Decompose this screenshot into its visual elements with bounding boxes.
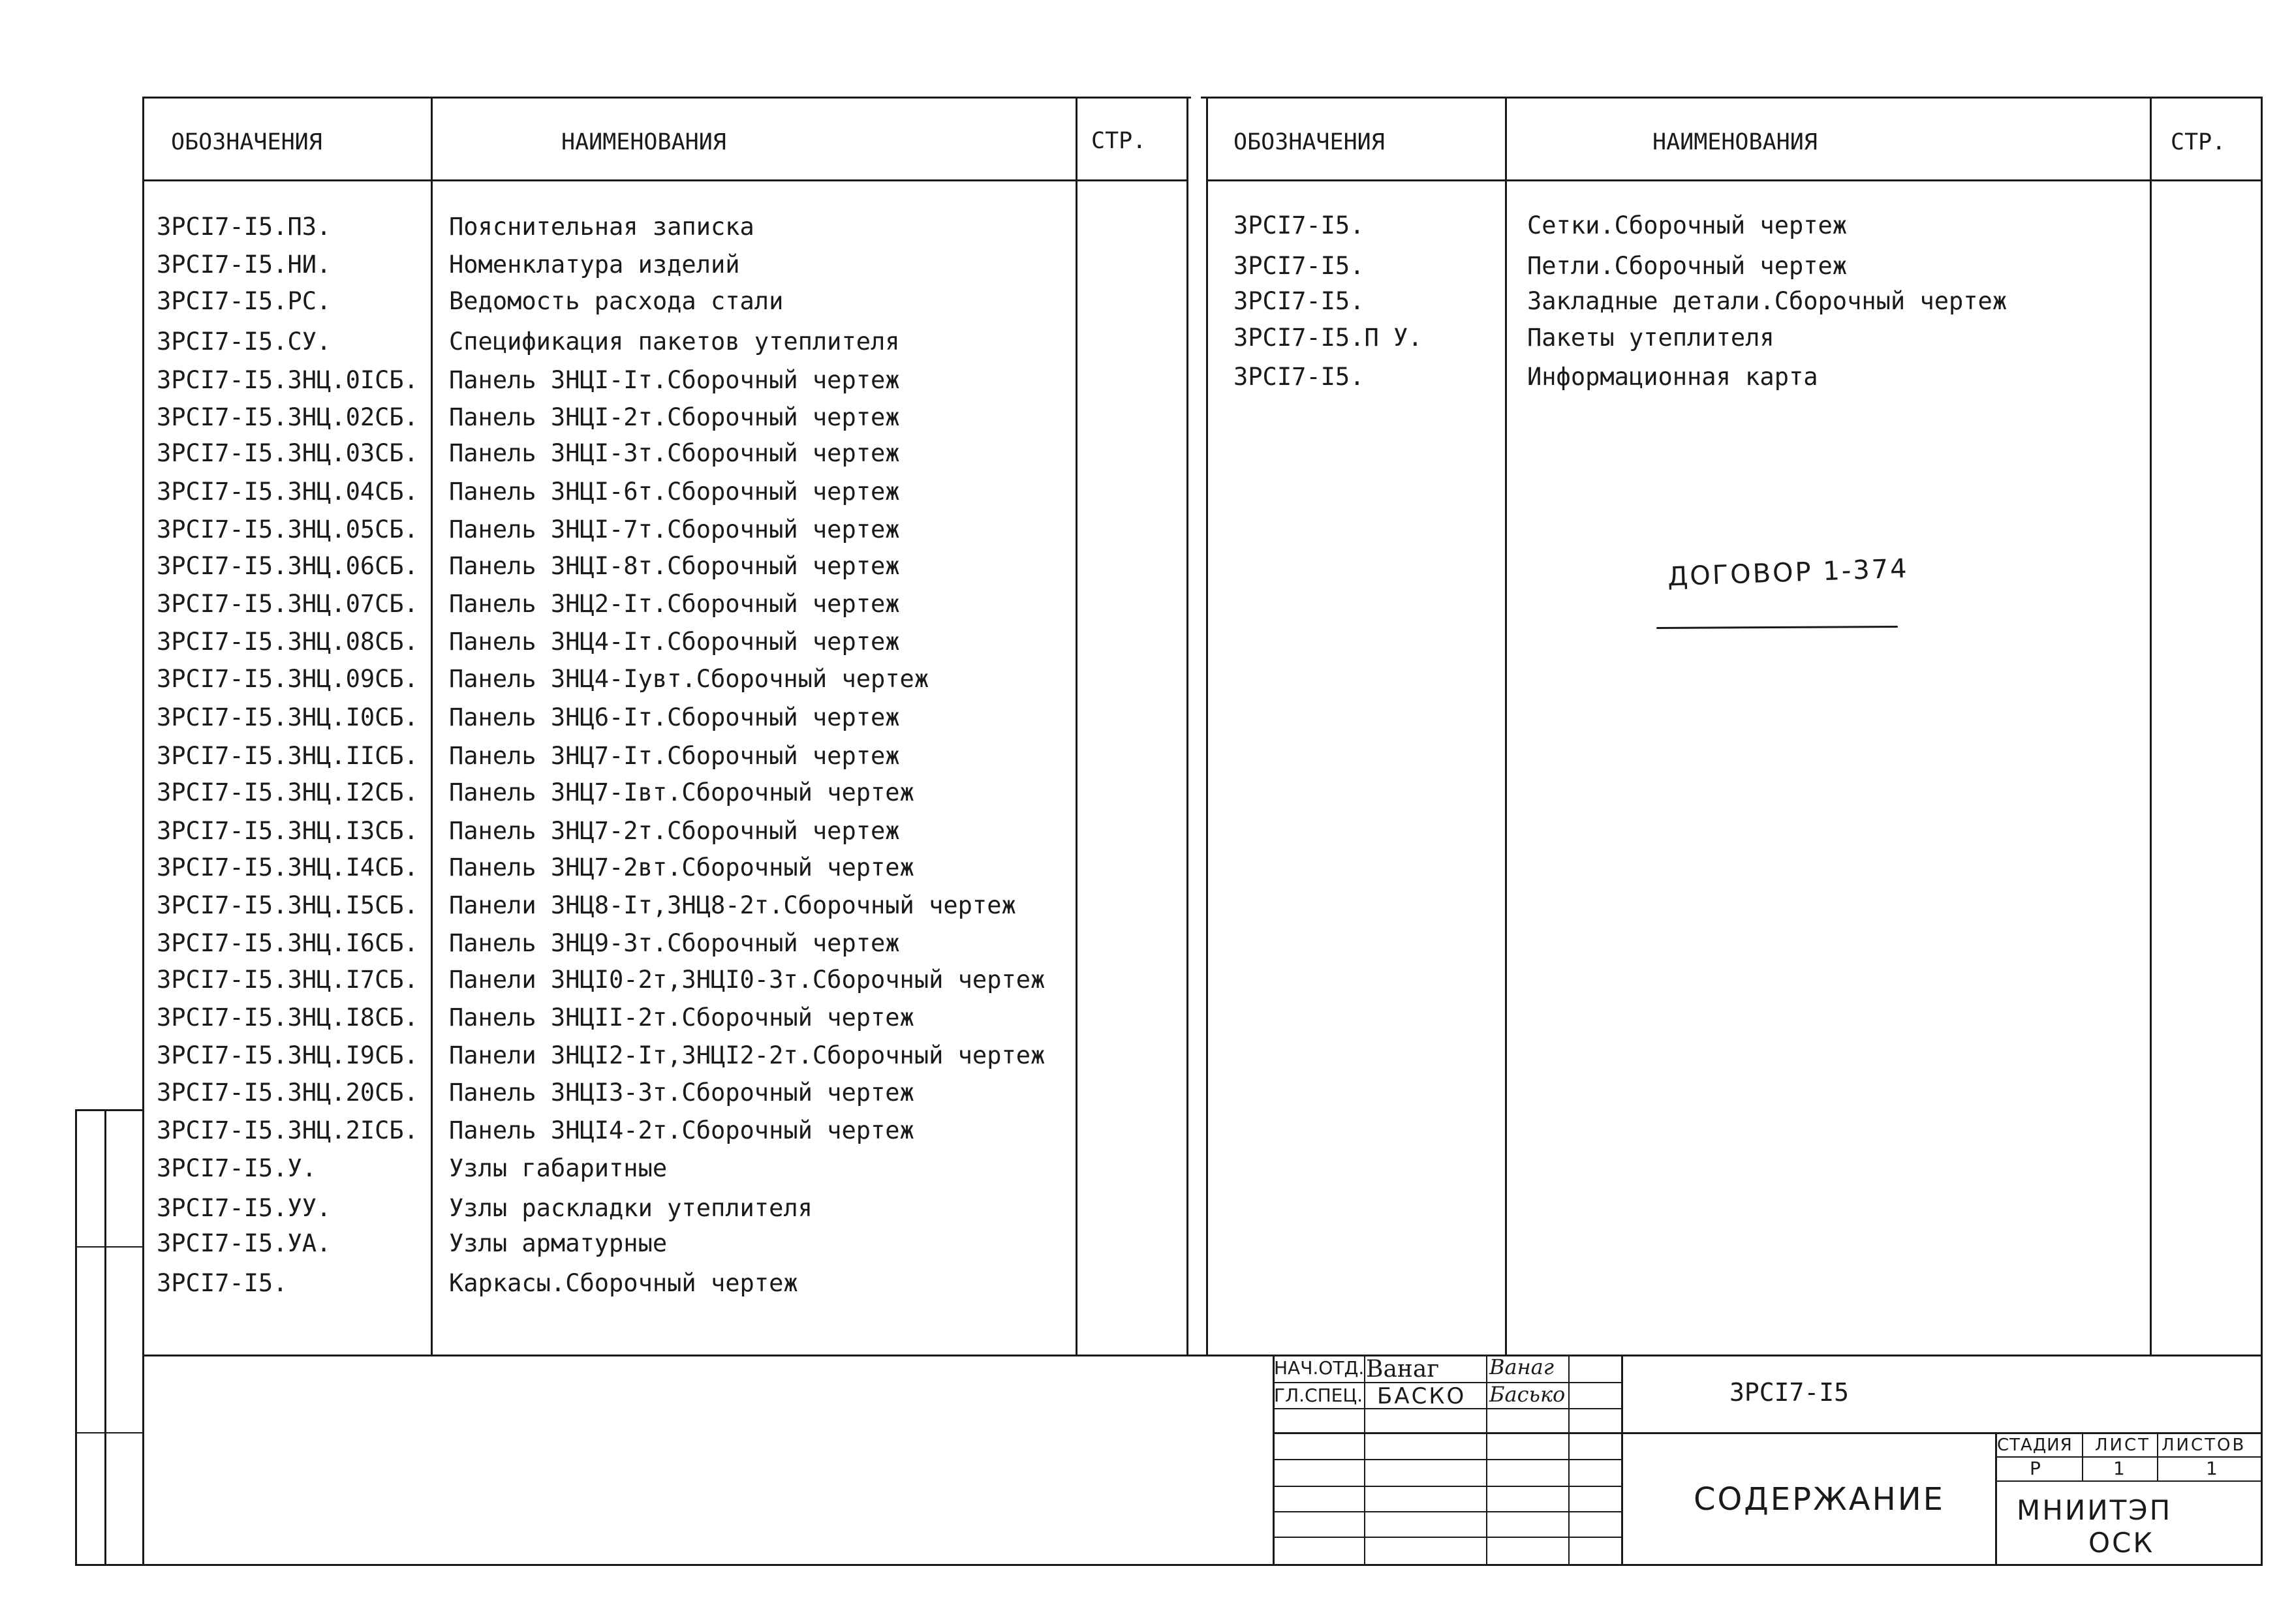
binding-strip-line [75,1246,144,1248]
binding-strip-left [75,1109,77,1566]
sheets-value: 1 [2206,1458,2220,1479]
left-row-name: Панель ЗНЦII-2т.Сборочный чертеж [449,1004,914,1032]
right-row-designation: 3PCI7-I5.П У. [1233,324,1423,352]
right-row-name: Информационная карта [1527,363,1818,391]
left-row-designation: 3PCI7-I5.3НЦ.02СБ. [157,403,418,431]
sheet-value: 1 [2113,1458,2127,1479]
left-row-designation: 3PCI7-I5.3НЦ.06СБ. [157,552,418,580]
left-row-designation: 3PCI7-I5.PC. [157,287,332,315]
left-row-name: Панель ЗНЦ7-Iт.Сборочный чертеж [449,742,900,770]
right-row-designation: 3PCI7-I5. [1233,211,1365,239]
left-row-designation: 3PCI7-I5.УУ. [157,1194,332,1222]
left-row-designation: 3PCI7-I5.3НЦ.IIСБ. [157,742,418,770]
right-row-name: Закладные детали.Сборочный чертеж [1527,287,2007,315]
sheets-label: ЛИСТОВ [2162,1435,2246,1455]
frame-bottom [75,1564,2263,1566]
signer-role: ГЛ.СПЕЦ. [1274,1385,1363,1406]
left-row-name: Каркасы.Сборочный чертеж [449,1269,798,1297]
left-row-designation: 3PCI7-I5.ПЗ. [157,213,332,241]
left-row-name: Панель ЗНЦ9-3т.Сборочный чертеж [449,929,900,957]
left-row-designation: 3PCI7-I5.3НЦ.0IСБ. [157,366,418,394]
left-header-rule [144,179,1188,181]
left-row-designation: 3PCI7-I5.3НЦ.I3СБ. [157,817,418,845]
signature: Ванаг [1489,1355,1554,1379]
stamp-line [1273,1432,2261,1434]
left-row-name: Панели ЗНЦ8-Iт,ЗНЦ8-2т.Сборочный чертеж [449,891,1016,919]
left-row-name: Панель ЗНЦI-2т.Сборочный чертеж [449,403,900,431]
left-row-designation: 3PCI7-I5.3НЦ.08СБ. [157,628,418,656]
right-header-name: НАИМЕНОВАНИЯ [1652,129,1818,155]
stamp-line [1273,1537,1621,1538]
organization-name: МНИИТЭП [2017,1494,2173,1526]
binding-strip-mid [104,1109,106,1566]
left-row-name: Узлы арматурные [449,1229,668,1257]
left-row-name: Узлы раскладки утеплителя [449,1194,813,1222]
left-col-divider-1 [431,97,433,1355]
signature: Басько [1489,1382,1566,1407]
left-row-designation: 3PCI7-I5.3НЦ.I9СБ. [157,1041,418,1069]
organization-subunit: ОСК [2088,1527,2155,1559]
left-row-name: Панель ЗНЦ2-Iт.Сборочный чертеж [449,590,900,618]
stage-label: СТАДИЯ [1997,1435,2073,1455]
right-header-page: СТР. [2171,129,2226,155]
sheet-label: ЛИСТ [2095,1435,2151,1455]
left-row-name: Спецификация пакетов утеплителя [449,328,900,356]
left-row-name: Панель ЗНЦI-8т.Сборочный чертеж [449,552,900,580]
left-header-page: СТР. [1091,128,1147,154]
tables-bottom-rule [144,1355,2263,1356]
left-row-designation: 3PCI7-I5.3НЦ.I7СБ. [157,966,418,994]
binding-strip-top [75,1109,144,1111]
left-row-designation: 3PCI7-I5.3НЦ.I0СБ. [157,703,418,731]
left-row-designation: 3PCI7-I5.3НЦ.I8СБ. [157,1004,418,1032]
signer-role: НАЧ.ОТД. [1274,1357,1365,1379]
left-row-name: Панели ЗНЦI2-Iт,ЗНЦI2-2т.Сборочный чертеж [449,1041,1046,1069]
left-row-designation: 3PCI7-I5. [157,1269,288,1297]
right-row-designation: 3PCI7-I5. [1233,287,1365,315]
left-row-designation: 3PCI7-I5.3НЦ.I5СБ. [157,891,418,919]
right-table-left [1206,97,1208,1355]
left-row-designation: 3PCI7-I5.3НЦ.I4СБ. [157,853,418,881]
handwritten-contract-note: ДОГОВОР 1-374 [1667,553,1910,592]
right-header-rule [1207,179,2261,181]
left-row-designation: 3PCI7-I5.3НЦ.I6СБ. [157,929,418,957]
left-row-designation: 3PCI7-I5.3НЦ.09СБ. [157,665,418,693]
left-row-name: Панель ЗНЦ7-2т.Сборочный чертеж [449,817,900,845]
left-header-designation: ОБОЗНАЧЕНИЯ [171,129,322,155]
left-row-name: Панель ЗНЦ4-Iувт.Сборочный чертеж [449,665,929,693]
left-row-name: Панель ЗНЦI-7т.Сборочный чертеж [449,515,900,544]
right-col-divider-2 [2150,97,2152,1355]
left-row-name: Ведомость расхода стали [449,287,784,315]
stage-value: Р [2030,1458,2043,1479]
left-row-name: Панель ЗНЦ4-Iт.Сборочный чертеж [449,628,900,656]
left-row-name: Панель ЗНЦ7-Iвт.Сборочный чертеж [449,778,914,806]
left-row-designation: 3PCI7-I5.CУ. [157,328,332,356]
left-row-name: Панель ЗНЦI-3т.Сборочный чертеж [449,439,900,467]
right-row-name: Сетки.Сборочный чертеж [1527,211,1848,239]
right-col-divider-1 [1505,97,1507,1355]
left-row-name: Панель ЗНЦI3-3т.Сборочный чертеж [449,1079,914,1107]
left-row-designation: 3PCI7-I5.3НЦ.07СБ. [157,590,418,618]
left-row-designation: 3PCI7-I5.3НЦ.03СБ. [157,439,418,467]
right-row-name: Пакеты утеплителя [1527,324,1775,352]
right-row-designation: 3PCI7-I5. [1233,363,1365,391]
frame-left [142,97,144,1564]
frame-top-right [1201,97,2262,99]
right-row-name: Петли.Сборочный чертеж [1527,252,1848,280]
signer-name: БАСКО [1377,1383,1466,1409]
left-row-designation: 3PCI7-I5.3НЦ.2IСБ. [157,1116,418,1144]
stamp-line [1273,1486,1621,1487]
left-row-designation: 3PCI7-I5.УА. [157,1229,332,1257]
left-row-name: Панель ЗНЦ7-2вт.Сборочный чертеж [449,853,914,881]
stamp-line [1273,1459,1621,1460]
frame-right [2261,97,2263,1564]
left-row-name: Номенклатура изделий [449,251,740,279]
left-row-name: Панель ЗНЦI-Iт.Сборочный чертеж [449,366,900,394]
stamp-line [1621,1355,1623,1564]
left-row-name: Панель ЗНЦI4-2т.Сборочный чертеж [449,1116,914,1144]
stamp-line [1273,1511,1621,1512]
right-header-designation: ОБОЗНАЧЕНИЯ [1233,129,1385,155]
binding-strip-line [75,1432,144,1433]
left-row-name: Пояснительная записка [449,213,754,241]
left-row-name: Панель ЗНЦ6-Iт.Сборочный чертеж [449,703,900,731]
left-row-designation: 3PCI7-I5.HИ. [157,251,332,279]
left-row-designation: 3PCI7-I5.3НЦ.I2СБ. [157,778,418,806]
right-row-designation: 3PCI7-I5. [1233,252,1365,280]
left-col-divider-2 [1076,97,1077,1355]
sheet-title: СОДЕРЖАНИЕ [1694,1481,1945,1518]
document-code: 3PCI7-I5 [1729,1378,1850,1407]
left-row-name: Панели ЗНЦI0-2т,ЗНЦI0-3т.Сборочный чертеж [449,966,1046,994]
left-table-right [1186,97,1188,1355]
stamp-line [1995,1480,2261,1482]
left-header-name: НАИМЕНОВАНИЯ [561,129,726,155]
frame-top-left [144,97,1191,99]
left-row-designation: 3PCI7-I5.3НЦ.04СБ. [157,478,418,506]
left-row-name: Узлы габаритные [449,1154,668,1182]
handwritten-underline [1656,626,1898,629]
signer-name: Ванаг [1366,1356,1440,1383]
left-row-designation: 3PCI7-I5.У. [157,1154,317,1182]
left-row-name: Панель ЗНЦI-6т.Сборочный чертеж [449,478,900,506]
left-row-designation: 3PCI7-I5.3НЦ.05СБ. [157,515,418,544]
left-row-designation: 3PCI7-I5.3НЦ.20СБ. [157,1079,418,1107]
